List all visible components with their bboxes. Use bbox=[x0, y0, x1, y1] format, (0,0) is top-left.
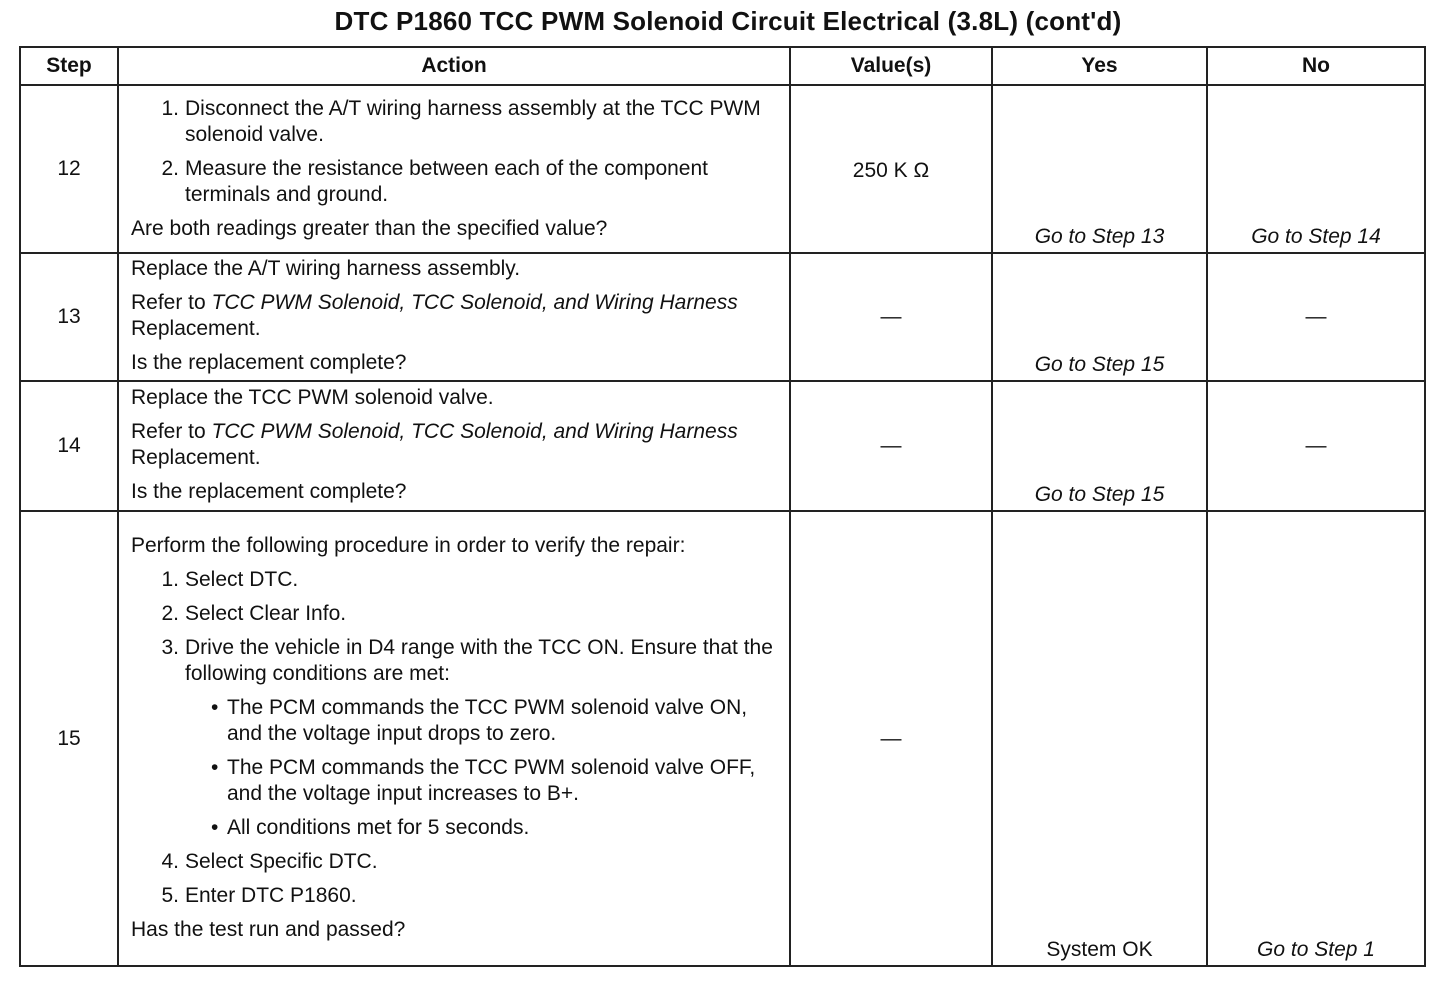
list-number: 1. bbox=[161, 567, 179, 591]
action-question: Is the replacement complete? bbox=[131, 351, 407, 374]
step-number: 13 bbox=[20, 253, 118, 381]
action-question: Has the test run and passed? bbox=[131, 917, 406, 941]
value-cell: — bbox=[790, 381, 992, 511]
list-number: 1. bbox=[161, 97, 179, 120]
header-values: Value(s) bbox=[790, 47, 992, 85]
yes-link: Go to Step 15 bbox=[1034, 353, 1165, 376]
header-step: Step bbox=[20, 47, 118, 85]
yes-cell bbox=[992, 511, 1207, 966]
action-text: Replace the TCC PWM solenoid valve. bbox=[131, 386, 494, 409]
no-cell: — bbox=[1207, 253, 1425, 381]
list-item: Drive the vehicle in D4 range with the TCC ON. Ensure that the following conditions are met: bbox=[185, 635, 773, 685]
refer-title: TCC PWM Solenoid, TCC Solenoid, and Wiring Harness bbox=[211, 420, 738, 443]
list-item: Select Clear Info. bbox=[185, 601, 347, 625]
table-row bbox=[20, 85, 1425, 253]
step-number: 15 bbox=[20, 511, 118, 966]
yes-cell bbox=[992, 253, 1207, 381]
header-row bbox=[20, 47, 1425, 85]
bullet-item: All conditions met for 5 seconds. bbox=[227, 815, 530, 839]
no-link: Go to Step 14 bbox=[1251, 225, 1381, 248]
list-item: Enter DTC P1860. bbox=[185, 883, 357, 907]
value-cell: — bbox=[790, 511, 992, 966]
bullet-item: The PCM commands the TCC PWM solenoid valve ON, and the voltage input drops to zero. bbox=[227, 695, 748, 745]
yes-link: Go to Step 15 bbox=[1034, 483, 1165, 506]
action-question: Is the replacement complete? bbox=[131, 480, 407, 503]
list-number: 2. bbox=[161, 601, 179, 625]
list-item: Select DTC. bbox=[185, 567, 299, 591]
refer-text: Refer to TCC PWM Solenoid, TCC Solenoid, and Wiring Harness Replacement. bbox=[131, 420, 738, 469]
list-item: Select Specific DTC. bbox=[185, 849, 378, 873]
list-number: 2. bbox=[161, 157, 179, 180]
action-question: Are both readings greater than the specified value? bbox=[131, 217, 608, 240]
header-action: Action bbox=[118, 47, 790, 85]
list-item: Measure the resistance between each of the component terminals and ground. bbox=[185, 157, 708, 206]
no-cell bbox=[1207, 85, 1425, 253]
action-cell bbox=[118, 381, 790, 511]
action-cell bbox=[118, 85, 790, 253]
value-text: 250 K Ω bbox=[852, 159, 930, 182]
yes-link: Go to Step 13 bbox=[1034, 225, 1165, 248]
no-cell bbox=[1207, 511, 1425, 966]
diagnostic-table bbox=[19, 46, 1426, 967]
list-number: 5. bbox=[161, 883, 179, 907]
step-number: 12 bbox=[20, 85, 118, 253]
action-cell bbox=[118, 511, 790, 966]
value-cell bbox=[790, 85, 992, 253]
refer-title: TCC PWM Solenoid, TCC Solenoid, and Wiring Harness bbox=[211, 291, 738, 314]
list-item: Disconnect the A/T wiring harness assembly at the TCC PWM solenoid valve. bbox=[185, 97, 761, 146]
table-row bbox=[20, 253, 1425, 381]
bullet-icon: • bbox=[211, 695, 219, 719]
action-text: Replace the A/T wiring harness assembly. bbox=[131, 257, 521, 280]
step-number: 14 bbox=[20, 381, 118, 511]
bullet-item: The PCM commands the TCC PWM solenoid valve OFF, and the voltage input increases to B+. bbox=[227, 755, 756, 805]
refer-text: Refer to TCC PWM Solenoid, TCC Solenoid, and Wiring Harness Replacement. bbox=[131, 291, 738, 340]
header-no: No bbox=[1207, 47, 1425, 85]
list-number: 4. bbox=[161, 849, 179, 873]
action-text: Perform the following procedure in order to verify the repair: bbox=[131, 533, 686, 557]
yes-cell bbox=[992, 381, 1207, 511]
no-link: Go to Step 1 bbox=[1257, 938, 1375, 961]
no-cell: — bbox=[1207, 381, 1425, 511]
yes-text: System OK bbox=[1046, 938, 1153, 961]
action-cell bbox=[118, 253, 790, 381]
bullet-icon: • bbox=[211, 815, 219, 839]
value-cell: — bbox=[790, 253, 992, 381]
header-yes: Yes bbox=[992, 47, 1207, 85]
bullet-icon: • bbox=[211, 755, 219, 779]
list-number: 3. bbox=[161, 635, 179, 659]
page-title: DTC P1860 TCC PWM Solenoid Circuit Electrical (3.8L) (cont'd) bbox=[334, 6, 1122, 36]
yes-cell bbox=[992, 85, 1207, 253]
table-row bbox=[20, 511, 1425, 966]
table-row bbox=[20, 381, 1425, 511]
